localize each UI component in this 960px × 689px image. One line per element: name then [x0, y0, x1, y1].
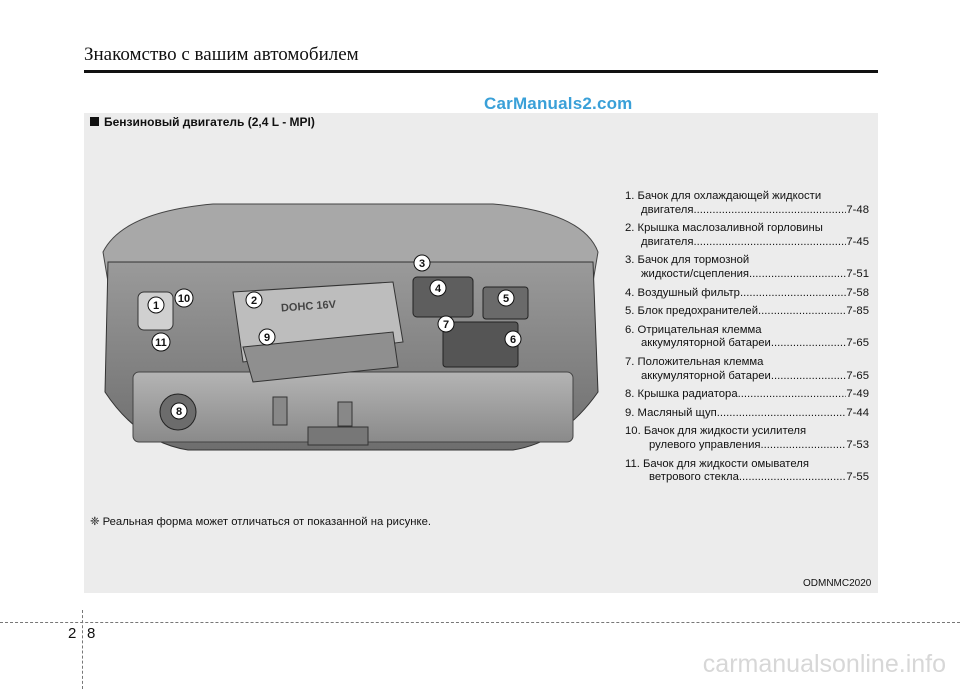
leader-dots	[717, 407, 847, 421]
legend-item	[625, 190, 869, 217]
bullet-square-icon	[90, 117, 99, 126]
legend-item-sublabel: аккумуляторной батареи	[641, 337, 771, 350]
legend-item-label: 8. Крышка радиатора	[625, 388, 738, 401]
svg-text:3: 3	[418, 258, 426, 270]
legend-item-sublabel: двигателя	[641, 203, 694, 216]
legend-list	[625, 190, 869, 490]
legend-item-page: 7-48	[846, 203, 869, 216]
svg-text:7: 7	[442, 319, 450, 331]
legend-item-page: 7-53	[846, 438, 869, 451]
page-divider-vertical	[82, 610, 83, 689]
legend-item-label: 2. Крышка маслозаливной горловины	[625, 222, 823, 235]
engine-label: DOHC 16V	[280, 298, 337, 315]
svg-text:8: 8	[175, 406, 183, 418]
legend-item-label: 3. Бачок для тормозной	[625, 254, 750, 267]
legend-item-page: 7-85	[846, 305, 869, 318]
leader-dots	[739, 471, 846, 485]
legend-item-label: 10. Бачок для жидкости усилителя	[625, 425, 807, 438]
legend-item-label: 6. Отрицательная клемма	[625, 323, 762, 336]
callout-7	[438, 316, 454, 332]
page-number: 8	[87, 625, 96, 642]
leader-dots	[771, 370, 847, 384]
svg-text:2: 2	[250, 295, 258, 307]
legend-item-page: 7-44	[846, 406, 869, 419]
svg-text:9: 9	[263, 332, 271, 344]
latch-slot	[308, 427, 368, 445]
section-title	[90, 115, 315, 129]
legend-item-page: 7-51	[846, 267, 869, 280]
legend-item	[625, 388, 869, 402]
legend-item	[625, 407, 869, 421]
figure-note: ❈ Реальная форма может отличаться от показанной на рисунке.	[90, 516, 432, 528]
legend-item-sublabel: рулевого управления	[649, 438, 761, 451]
legend-item-label: 1. Бачок для охлаждающей жидкости	[625, 190, 822, 202]
callout-9	[259, 329, 275, 345]
leader-dots	[749, 268, 846, 282]
leader-dots	[771, 337, 847, 351]
legend-item-page: 7-65	[846, 369, 869, 382]
watermark-top[interactable]: CarManuals2.com	[484, 94, 633, 113]
leader-dots	[740, 287, 846, 301]
callout-8	[171, 403, 187, 419]
callout-11	[152, 333, 170, 351]
svg-text:6: 6	[509, 334, 517, 346]
svg-text:5: 5	[502, 293, 510, 305]
latch-block-right	[338, 402, 352, 426]
callout-10	[175, 289, 193, 307]
legend-item-sublabel: жидкости/сцепления	[641, 267, 750, 280]
legend-item	[625, 324, 869, 351]
section-title-text: Бензиновый двигатель (2,4 L - MPI)	[104, 115, 315, 129]
legend-item-sublabel: аккумуляторной батареи	[641, 369, 771, 382]
legend-item-page: 7-65	[846, 337, 869, 350]
header-rule	[84, 70, 878, 73]
leader-dots	[758, 305, 846, 319]
callout-5	[498, 290, 514, 306]
legend-item-label: 9. Масляный щуп	[625, 406, 717, 419]
legend-item	[625, 222, 869, 249]
svg-text:11: 11	[155, 337, 167, 349]
legend-item	[625, 305, 869, 319]
svg-text:10: 10	[177, 293, 191, 305]
leader-dots	[738, 388, 847, 402]
page-divider-horizontal	[0, 622, 960, 623]
leader-dots	[693, 204, 846, 218]
legend-item	[625, 458, 869, 485]
latch-block-left	[273, 397, 287, 425]
watermark-bottom[interactable]: carmanualsonline.info	[702, 650, 946, 678]
engine-bay-illustration	[93, 192, 608, 454]
legend-item-sublabel: двигателя	[641, 235, 694, 248]
legend-item	[625, 425, 869, 452]
legend-item	[625, 287, 869, 301]
legend-item	[625, 254, 869, 281]
callout-1	[148, 297, 164, 313]
figure-code: ODMNMC2020	[803, 578, 872, 589]
leader-dots	[693, 236, 846, 250]
callout-6	[505, 331, 521, 347]
svg-text:1: 1	[152, 300, 160, 312]
callout-2	[246, 292, 262, 308]
legend-item-label: 11. Бачок для жидкости омывателя	[625, 457, 809, 470]
callout-3	[414, 255, 430, 271]
legend-item-label: 4. Воздушный фильтр	[625, 286, 740, 299]
legend-item-sublabel: ветрового стекла	[649, 471, 739, 484]
leader-dots	[761, 439, 847, 453]
legend-item-page: 7-58	[846, 286, 869, 299]
legend-item-page: 7-55	[846, 471, 869, 484]
legend-item	[625, 356, 869, 383]
legend-item-label: 7. Положительная клемма	[625, 355, 764, 368]
legend-item-page: 7-45	[846, 235, 869, 248]
header-title: Знакомство с вашим автомобилем	[84, 44, 359, 65]
legend-item-label: 5. Блок предохранителей	[625, 305, 759, 318]
legend-item-page: 7-49	[846, 388, 869, 401]
svg-text:4: 4	[434, 283, 442, 295]
page-chapter: 2	[68, 625, 77, 642]
callout-4	[430, 280, 446, 296]
